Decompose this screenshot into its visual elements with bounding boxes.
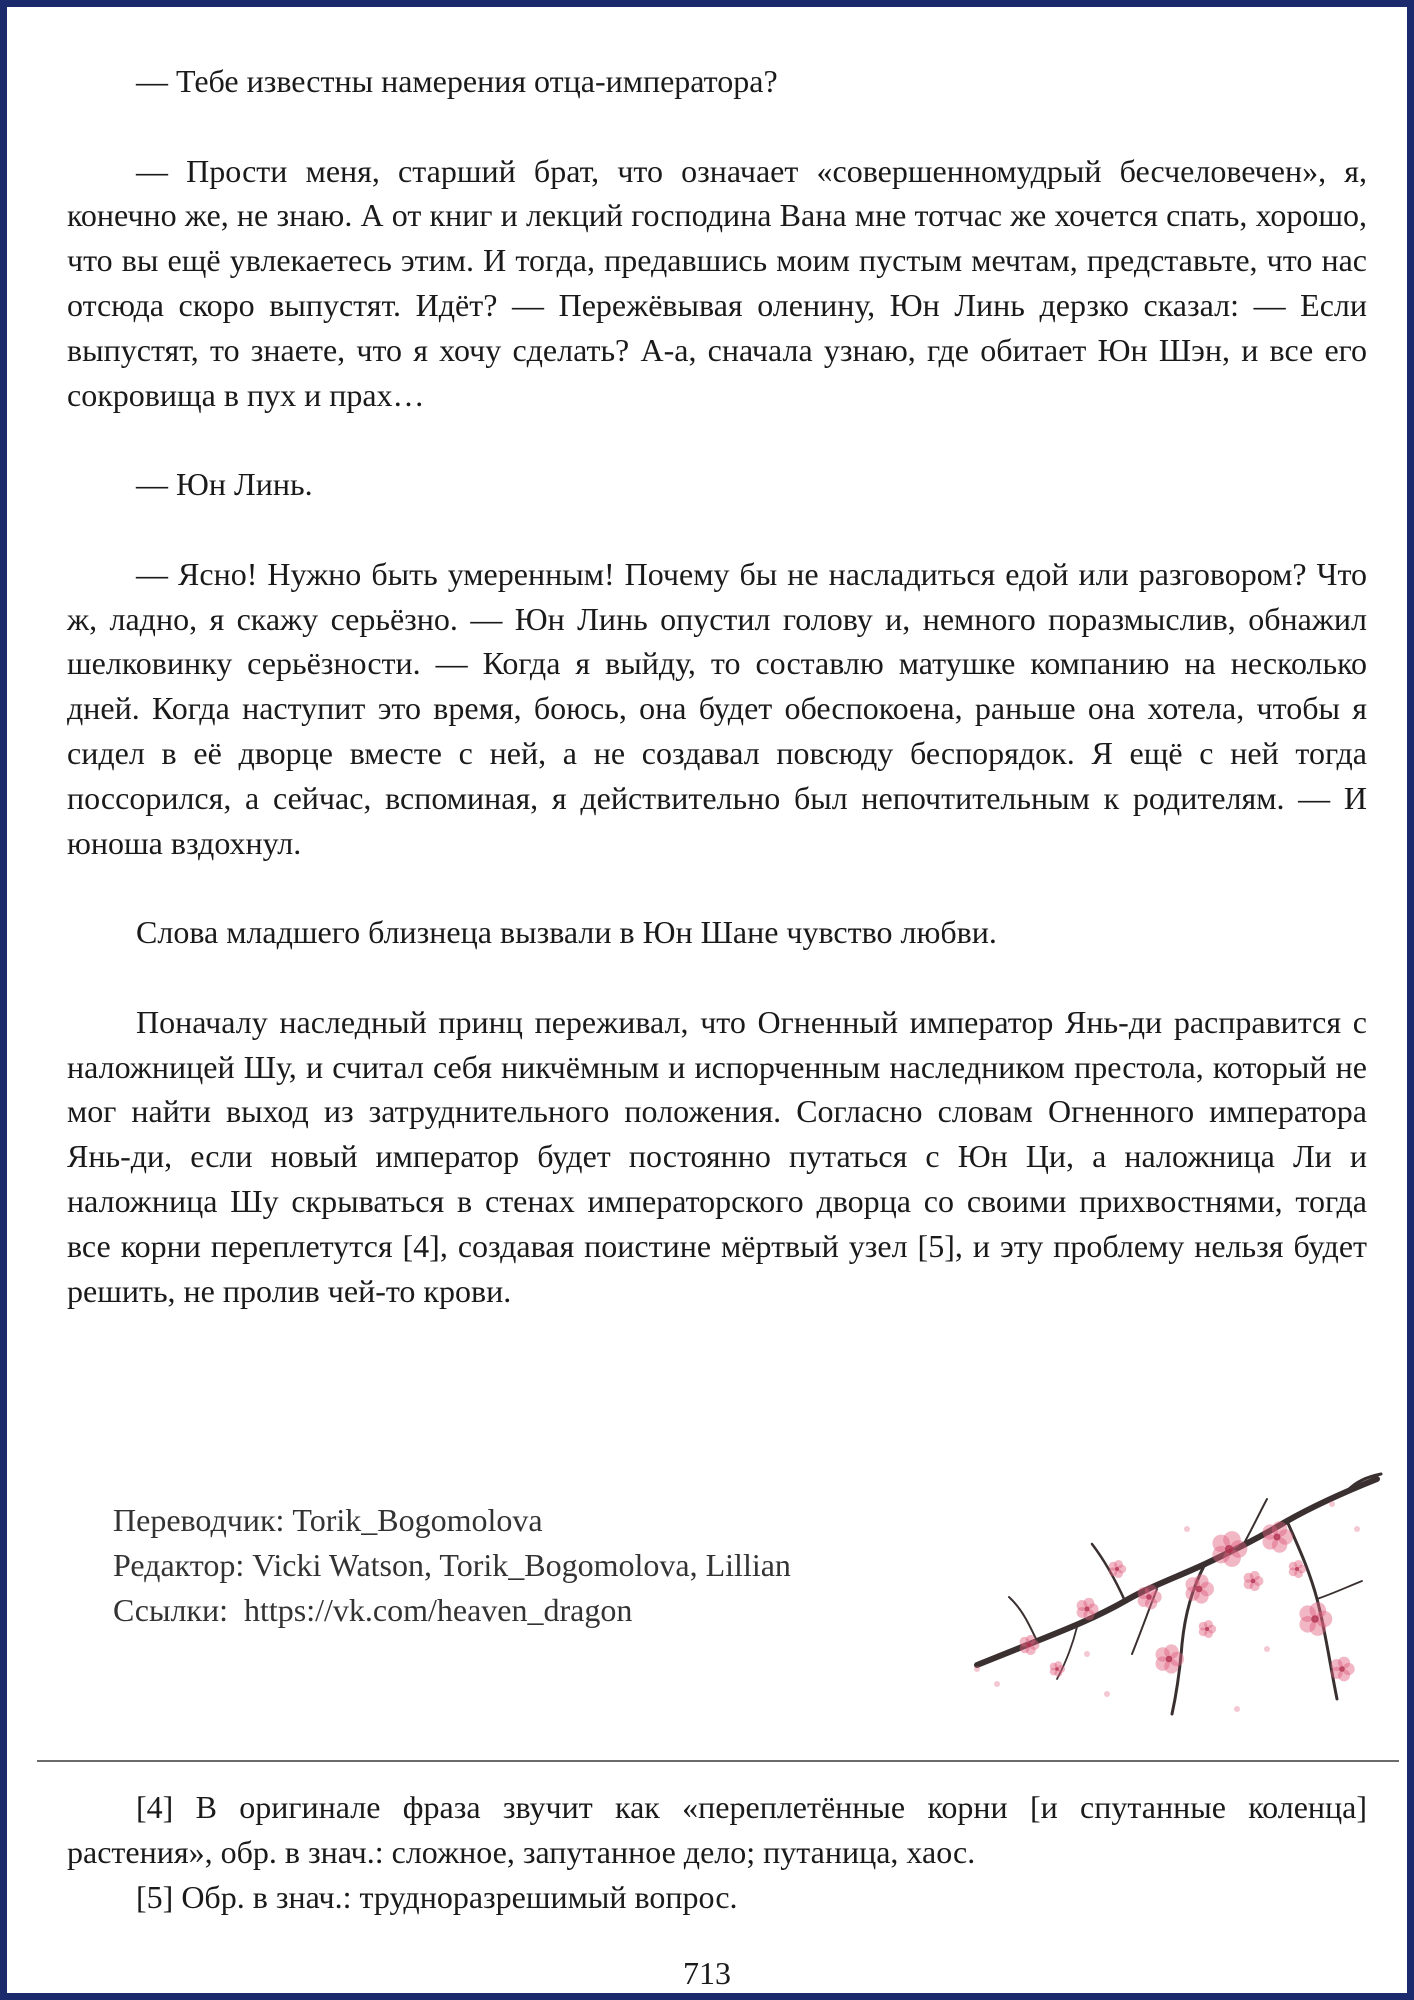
- editor-names: Vicki Watson, Torik_Bogomolova, Lillian: [252, 1546, 791, 1583]
- main-text: [67, 59, 1367, 1358]
- translator-name: Torik_Bogomolova: [292, 1502, 543, 1538]
- cherry-blossom-branch-icon: [937, 1469, 1387, 1729]
- links-credit: [113, 1588, 913, 1633]
- editor-credit: [113, 1543, 913, 1588]
- paragraph-2: — Прости меня, старший брат, что означает «совершенномудрый бесчеловечен», я, конечно же, не знаю. А от книг и лекций господина Вана мне тотчас же хочется спать, хорошо, что вы ещё увлекаетесь этим. И тогда, предавшись моим пустым мечтам, представьте, что нас отсюда скоро выпустят. Идёт? — Пережёвывая оленину, Юн Линь дерзко сказал: — Если выпустят, то знаете, что я хочу сделать? А-а, сначала узнаю, где обитает Юн Шэн, и все его сокровища в пух и прах…: [67, 152, 1367, 413]
- links-url[interactable]: https://vk.com/heaven_dragon: [243, 1591, 633, 1628]
- footnote-4: [4] В оригинале фраза звучит как «переплетённые корни [и спутанные коленца] растения», обр. в знач.: сложное, запутанное дело; путаница, хаос.: [67, 1789, 1367, 1870]
- translator-label: Переводчик:: [113, 1502, 285, 1538]
- footnotes: [67, 1785, 1367, 1919]
- paragraph-4: — Ясно! Нужно быть умеренным! Почему бы не насладиться едой или разговором? Что ж, ладно, я скажу серьёзно. — Юн Линь опустил голову и, немного поразмыслив, обнажил шелковинку серьёзности. — Когда я выйду, то составлю матушке компанию на несколько дней. Когда наступит это время, боюсь, она будет обеспокоена, раньше она хотела, чтобы я сидел в её дворце вместе с ней, а не создавал повсюду беспорядок. Я ещё с ней тогда поссорился, а сейчас, вспоминая, я действительно был непочтительным к родителям. — И юноша вздохнул.: [67, 555, 1367, 861]
- page-number: 713: [683, 1955, 731, 1991]
- paragraph-3: — Юн Линь.: [136, 466, 313, 503]
- links-label: Ссылки:: [113, 1591, 228, 1628]
- translator-credit: [113, 1498, 913, 1543]
- paragraph-6: Поначалу наследный принц переживал, что Огненный император Янь-ди расправится с наложницей Шу, и считал себя никчёмным и испорченным наследником престола, который не мог найти выход из затруднительного положения. Согласно словам Огненного императора Янь-ди, если новый император будет постоянно путаться с Юн Ци, а наложница Ли и наложница Шу скрываться в стенах императорского дворца со своими прихвостнями, тогда все корни переплетутся [4], создавая поистине мёртвый узел [5], и эту проблему нельзя будет решить, не пролив чей-то крови.: [67, 1003, 1367, 1309]
- footnote-5: [5] Обр. в знач.: трудноразрешимый вопрос.: [136, 1878, 738, 1915]
- translation-credits: [113, 1498, 913, 1632]
- paragraph-5: Слова младшего близнеца вызвали в Юн Шане чувство любви.: [136, 914, 997, 951]
- editor-label: Редактор:: [113, 1546, 245, 1583]
- footnote-divider: [37, 1760, 1399, 1762]
- paragraph-1: — Тебе известны намерения отца-императора?: [136, 63, 778, 99]
